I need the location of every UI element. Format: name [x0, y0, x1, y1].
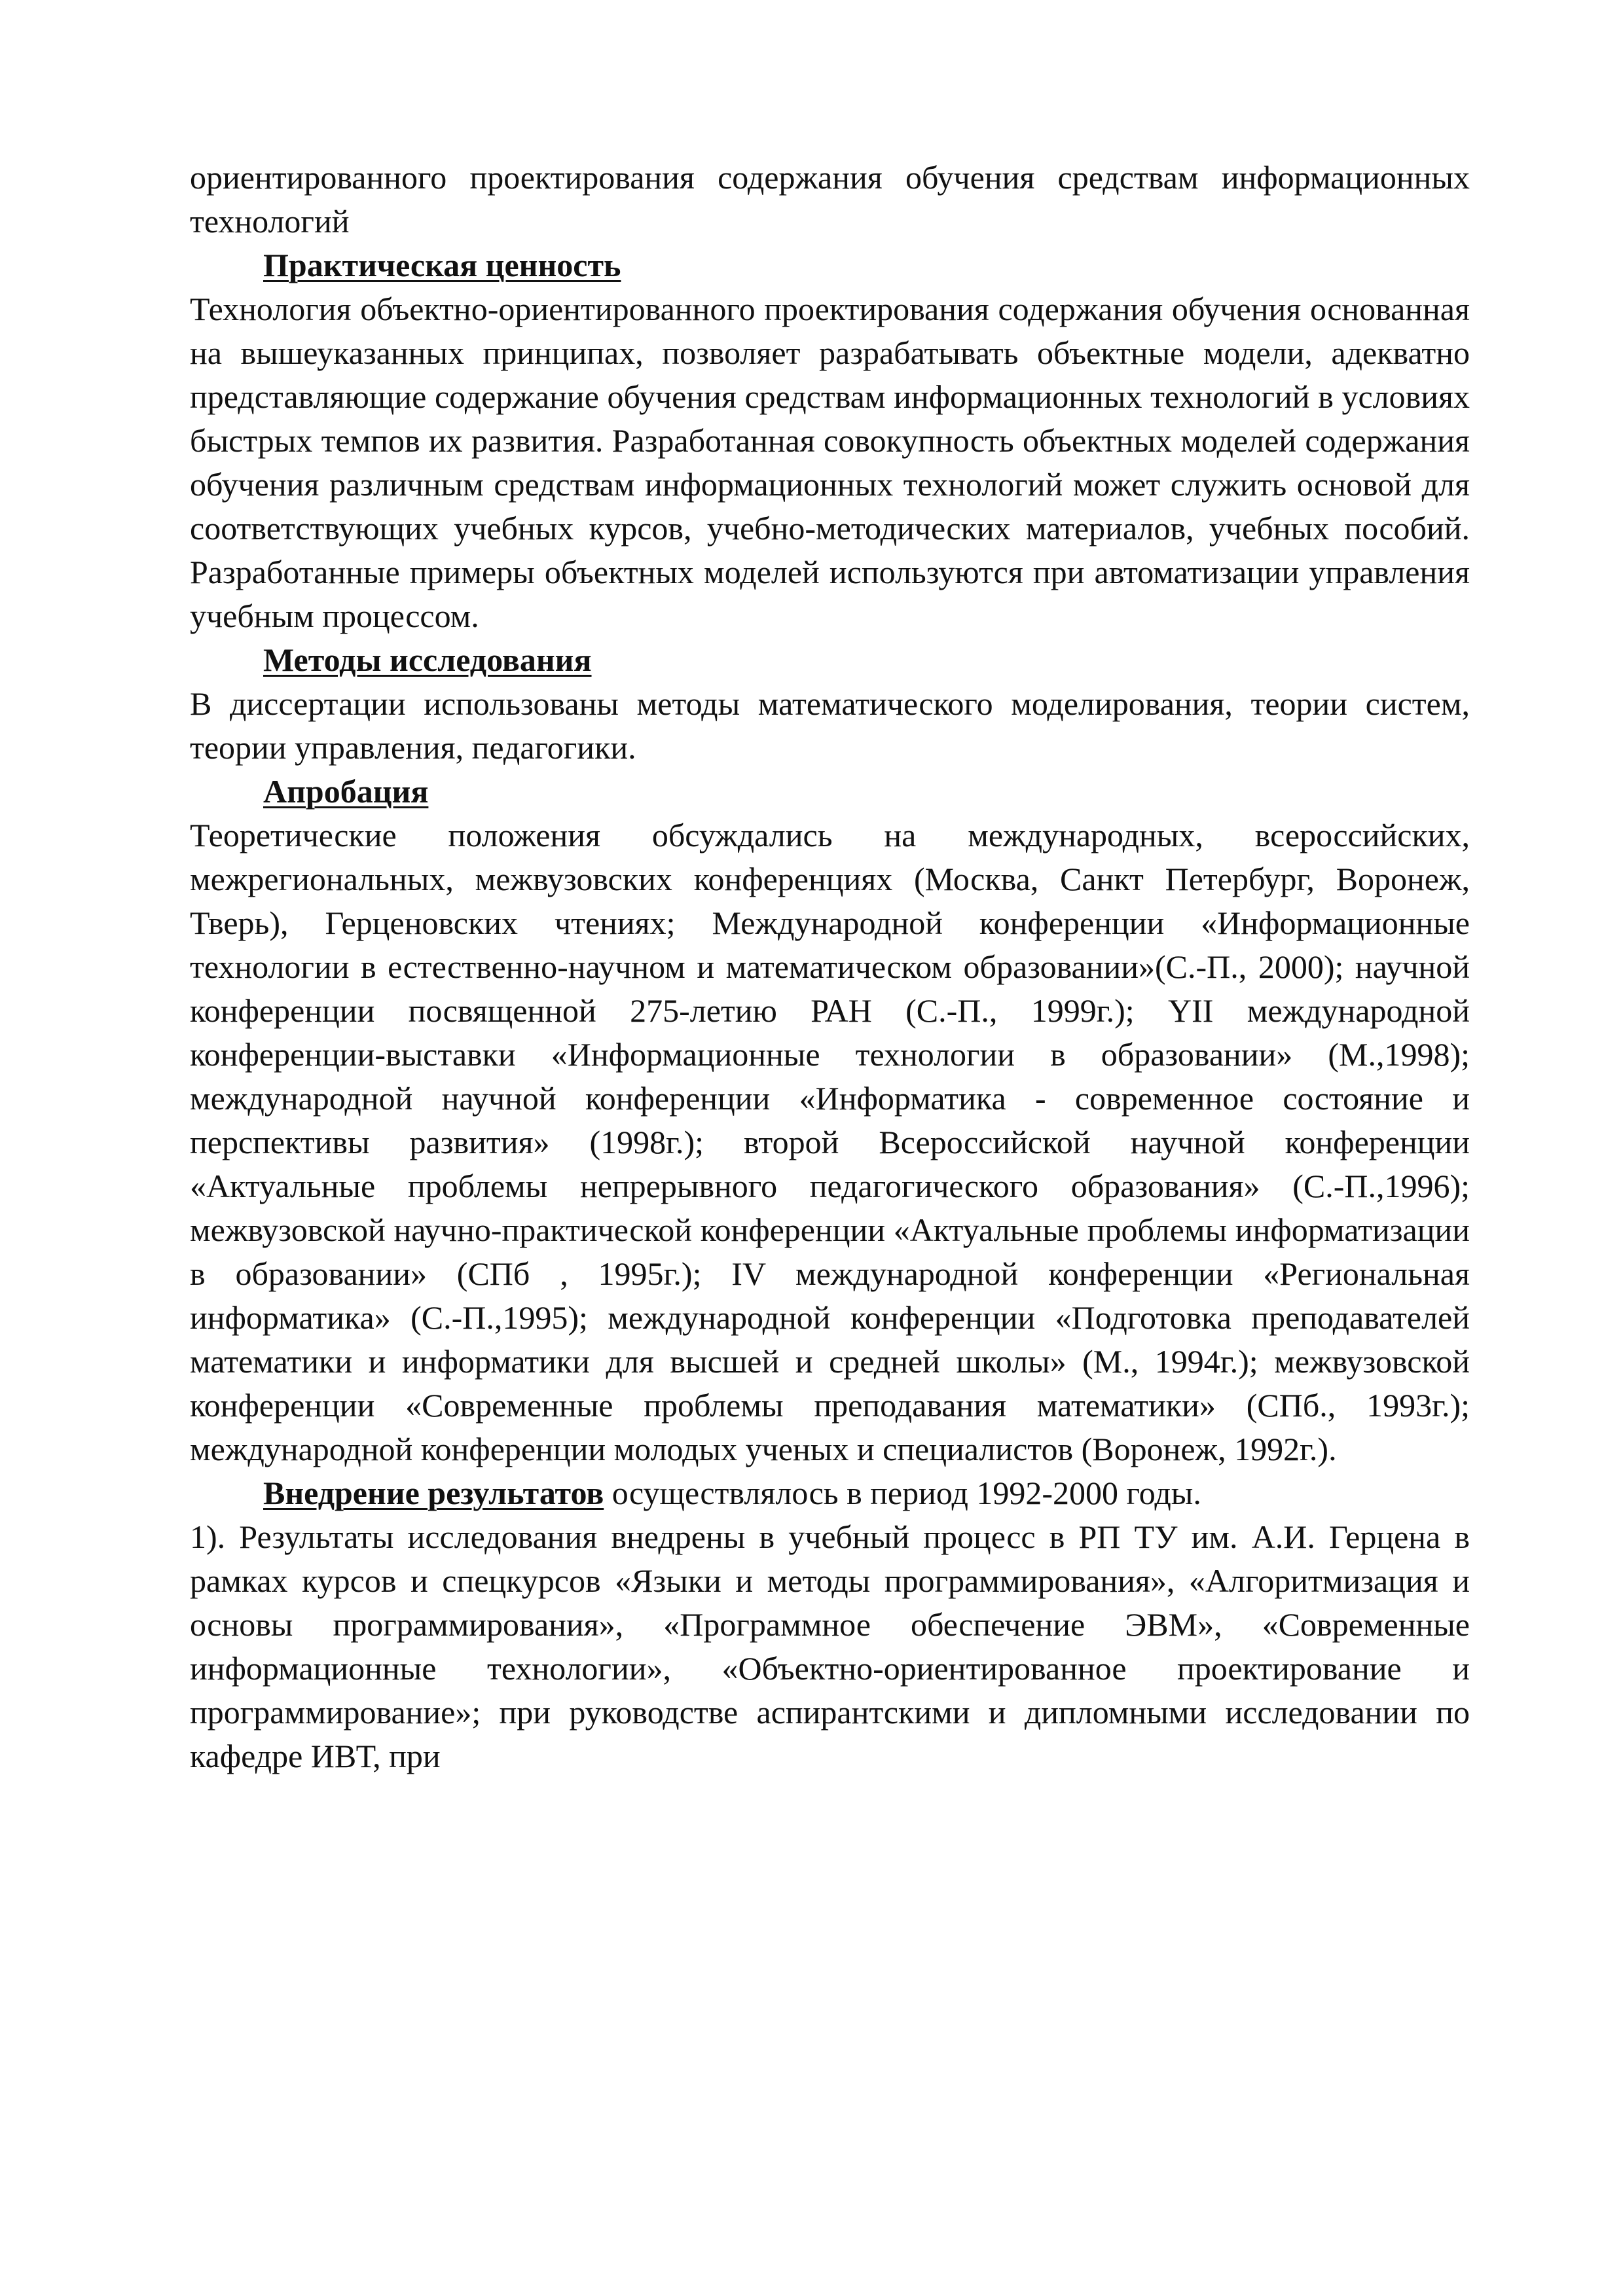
implementation-period-text: осуществлялось в период 1992-2000 годы. [604, 1475, 1201, 1511]
implementation-lead [190, 1471, 1470, 1515]
practical-value-heading-text: Практическая ценность [263, 247, 621, 283]
methods-heading [190, 638, 1470, 682]
practical-value-heading [190, 243, 1470, 287]
methods-paragraph: В диссертации использованы методы математического моделирования, теории систем, теории управления, педагогики. [190, 685, 1470, 766]
approbation-paragraph: Теоретические положения обсуждались на международных, всероссийских, межрегиональных, межвузовских конференциях (Москва, Санкт Петербург, Воронеж, Тверь), Герценовских чтениях; Международной конференции «Информационные технологии в естественно-научном и математическом образовании»(С.-П., 2000); научной конференции посвященной 275-летию РАН (С.-П., 1999г.); YII международной конференции-выставки «Информационные технологии в образовании» (М.,1998); международной научной конференции «Информатика - современное состояние и перспективы развития» (1998г.); второй Всероссийской научной конференции «Актуальные проблемы непрерывного педагогического образования» (С.-П.,1996); межвузовской научно-практической конференции «Актуальные проблемы информатизации в образовании» (СПб , 1995г.); IV международной конференции «Региональная информатика» (С.-П.,1995); международной конференции «Подготовка преподавателей математики и информатики для высшей и средней школы» (М., 1994г.); межвузовской конференции «Современные проблемы преподавания математики» (СПб., 1993г.); международной конференции молодых ученых и специалистов (Воронеж, 1992г.). [190, 817, 1470, 1467]
intro-paragraph: ориентированного проектирования содержания обучения средствам информационных технологий [190, 159, 1470, 240]
methods-heading-text: Методы исследования [263, 641, 592, 678]
approbation-heading-text: Апробация [263, 773, 429, 810]
implementation-heading-text: Внедрение результатов [263, 1475, 604, 1511]
implementation-item-1: 1). Результаты исследования внедрены в учебный процесс в РП ТУ им. А.И. Герцена в рамках курсов и спецкурсов «Языки и методы программирования», «Алгоритмизация и основы программирования», «Программное обеспечение ЭВМ», «Современные информационные технологии», «Объектно-ориентированное проектирование и программирование»; при руководстве аспирантскими и дипломными исследовании по кафедре ИВТ, при [190, 1518, 1470, 1774]
document-page [190, 156, 1470, 1778]
practical-value-paragraph: Технология объектно-ориентированного проектирования содержания обучения основанная на вышеуказанных принципах, позволяет разрабатывать объектные модели, адекватно представляющие содержание обучения средствам информационных технологий в условиях быстрых темпов их развития. Разработанная совокупность объектных моделей содержания обучения различным средствам информационных технологий может служить основой для соответствующих учебных курсов, учебно-методических материалов, учебных пособий. Разработанные примеры объектных моделей используются при автоматизации управления учебным процессом. [190, 291, 1470, 634]
approbation-heading [190, 770, 1470, 814]
